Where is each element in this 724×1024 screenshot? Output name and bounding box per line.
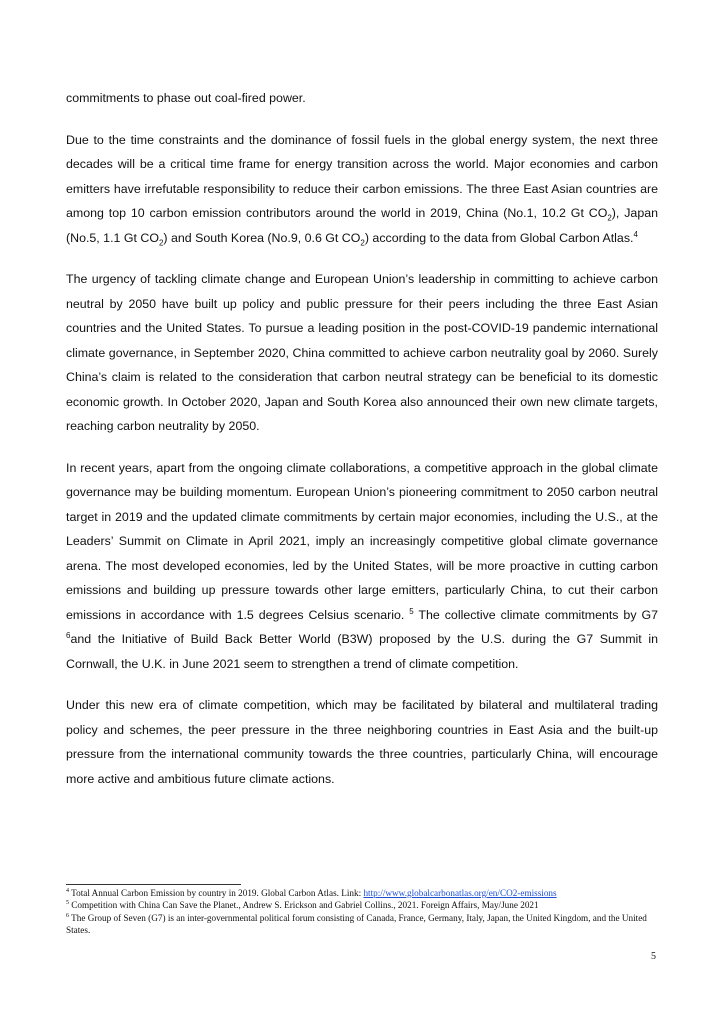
text: ), Japan (No.5, 1.1 Gt CO bbox=[66, 206, 658, 245]
footnote-text: The Group of Seven (G7) is an inter-governmental political forum consisting of Canada, France, Germany, Italy, Japan, the United Kingdom, and the United States. bbox=[66, 912, 647, 935]
footnote-text: Competition with China Can Save the Planet., Andrew S. Erickson and Gabriel Collins., 2021. Foreign Affairs, May/June 2021 bbox=[69, 900, 539, 911]
footnote-number: 4 bbox=[66, 887, 69, 894]
footnote-number: 6 bbox=[66, 912, 69, 919]
footnote-ref-6[interactable]: 6 bbox=[66, 630, 71, 640]
text: In recent years, apart from the ongoing climate collaborations, a competitive approach in the global climate governance may be building momentum. European Union’s pioneering commitment to 2050 carbon neutral target in 2019 and the updated climate commitments by certain major economies, including the U.S., at the Leaders’ Summit on Climate in April 2021, imply an increasingly competitive global climate governance arena. The most developed economies, led by the United States, will be more proactive in cutting carbon emissions and building up pressure towards other large emitters, particularly China, to cut their carbon emissions in accordance with 1.5 degrees Celsius scenario. bbox=[66, 460, 658, 622]
paragraph-2 bbox=[66, 128, 658, 251]
paragraph-5: Under this new era of climate competition, which may be facilitated by bilateral and multilateral trading policy and schemes, the peer pressure in the three neighboring countries in East Asia and the built-up pressure from the international community towards the three countries, particularly China, will encourage more active and ambitious future climate actions. bbox=[66, 698, 658, 786]
footnotes bbox=[66, 887, 658, 936]
footnote-6 bbox=[66, 912, 658, 937]
footnote-4 bbox=[66, 887, 658, 899]
text: Due to the time constraints and the dominance of fossil fuels in the global energy system, the next three decades will be a critical time frame for energy transition across the world. Major economies and carbon emitters have irrefutable responsibility to reduce their carbon emissions. The three East Asian countries are among top 10 carbon emission contributors around the world in 2019, China (No.1, 10.2 Gt CO bbox=[66, 132, 658, 220]
subscript: 2 bbox=[360, 237, 365, 247]
footnote-5 bbox=[66, 899, 658, 911]
footnote-link[interactable]: http://www.globalcarbonatlas.org/en/CO2-emissions bbox=[363, 888, 557, 898]
paragraph-3: The urgency of tackling climate change and European Union’s leadership in committing to achieve carbon neutral by 2050 have built up policy and public pressure for their peers including the three East Asian countries and the United States. To pursue a leading position in the post-COVID-19 pandemic international climate governance, in September 2020, China committed to achieve carbon neutrality goal by 2060. Surely China’s claim is related to the consideration that carbon neutral strategy can be beneficial to its domestic economic growth. In October 2020, Japan and South Korea also announced their own new climate targets, reaching carbon neutrality by 2050. bbox=[66, 272, 658, 433]
body-text bbox=[66, 86, 658, 808]
subscript: 2 bbox=[607, 213, 612, 223]
footnote-separator bbox=[66, 884, 241, 885]
footnote-ref-5[interactable]: 5 bbox=[409, 606, 414, 616]
footnote-ref-4[interactable]: 4 bbox=[633, 229, 638, 239]
text: ) and South Korea (No.9, 0.6 Gt CO bbox=[163, 230, 361, 245]
text: ) according to the data from Global Carbon Atlas. bbox=[364, 230, 634, 245]
subscript: 2 bbox=[158, 237, 164, 247]
text: and the Initiative of Build Back Better World (B3W) proposed by the U.S. during the G7 Summit in Cornwall, the U.K. in June 2021 seem to strengthen a trend of climate competition. bbox=[66, 632, 658, 671]
footnote-text: Total Annual Carbon Emission by country in 2019. Global Carbon Atlas. Link: bbox=[69, 888, 364, 898]
footnote-number: 5 bbox=[66, 900, 69, 907]
paragraph-4 bbox=[66, 456, 658, 677]
paragraph-1: commitments to phase out coal-fired power. bbox=[66, 91, 306, 105]
text: The collective climate commitments by G7 bbox=[413, 607, 658, 622]
page-number: 5 bbox=[651, 951, 656, 962]
